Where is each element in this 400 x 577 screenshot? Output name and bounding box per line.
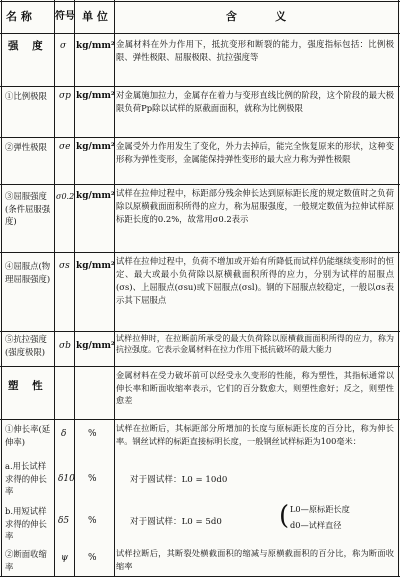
row-symbol: σp (59, 91, 71, 101)
row-divider (0, 184, 400, 185)
row-divider (0, 86, 400, 87)
row-name: a.用长试样求得的伸长率 (5, 461, 47, 496)
row-name: ③屈服强度(条件屈服强度) (5, 191, 51, 226)
header-divider (0, 33, 400, 34)
formula-long: 对于圆试样：L0 = 10d0 (130, 475, 228, 485)
row-unit: % (88, 474, 97, 484)
row-meaning: 试样拉断后，其断裂处横截面积的缩减与原横截面积的百分比，称为断面收缩率 (116, 548, 394, 571)
legend-diameter: d0—试样直径 (290, 520, 342, 530)
row-name: ②弹性极限 (5, 142, 47, 152)
row-divider (0, 137, 400, 138)
row-unit: kg/mm² (76, 261, 115, 271)
row-meaning: 金属受外力作用发生了变化，外力去掉后，能完全恢复原来的形状，这种变形称为弹性变形，金属能保持弹性变形的最大应力称为弹性极限 (116, 141, 394, 164)
row-meaning: 试样在拉断后，其标距部分所增加的长度与原标距长度的百分比，称为伸长率。钢丝试样的标距直接标明长度，一般钢丝试样标距为100毫米： (116, 423, 394, 446)
row-symbol: ψ (61, 553, 69, 563)
row-symbol: δ5 (58, 516, 70, 526)
row-meaning: 金属材料在受力破坏前可以经受永久变形的性能，称为塑性，其指标通常以伸长率和断面收缩率表示，它们的百分数愈大，则塑性愈好；反之，则塑性愈差 (116, 370, 394, 405)
row-unit: kg/mm² (76, 41, 115, 51)
row-symbol: σe (59, 142, 71, 152)
header-symbol: 符号 (55, 11, 75, 22)
row-divider (0, 366, 400, 367)
row-unit: % (88, 429, 97, 439)
row-name: 塑 性 (8, 380, 48, 392)
header-unit: 单 位 (82, 10, 108, 23)
row-symbol: δ (61, 429, 67, 439)
row-name: ⑤抗拉强度(强度极限) (5, 334, 47, 357)
row-unit: kg/mm² (76, 341, 115, 351)
row-unit: % (88, 553, 97, 563)
row-divider (0, 331, 400, 332)
row-meaning: 对金属施加拉力，金属存在着力与变形直线比例的阶段，这个阶段的最大极限负荷Pp除以试样的原截面面积，就称为比例极限 (116, 90, 394, 113)
header-name: 名 称 (6, 10, 32, 23)
row-unit: kg/mm² (76, 191, 115, 201)
row-meaning: 金属材料在外力作用下，抵抗变形和断裂的能力，强度指标包括：比例极限、弹性极限、屈服极限、抗拉强度等 (116, 39, 394, 62)
row-meaning: 试样在拉伸过程中，负荷不增加或开始有所降低而试样仍能继续变形时的恒定、最大或最小负荷除以原横截面积所得的应力，分别为试样的屈服点(σs)、上屈服点(σsu)或下屈服点(σsl)。钢的下屈服点较稳定，一般以σs表示其下屈服点 (116, 256, 394, 305)
row-unit: kg/mm² (76, 142, 115, 152)
brace-symbol: ( (279, 501, 290, 531)
row-name: ①伸长率(延伸率) (5, 424, 51, 447)
row-symbol: σs (59, 261, 70, 271)
row-unit: kg/mm² (76, 91, 115, 101)
row-name: b.用短试样求得的伸长率 (5, 506, 47, 541)
row-meaning: 试样拉伸时，在拉断前所承受的最大负荷除以原横截面面积所得的应力，称为抗拉强度。它表示金属材料在拉力作用下抵抗破坏的最大能力 (116, 334, 394, 354)
table-border-top (0, 1, 400, 2)
row-unit: % (88, 516, 97, 526)
row-divider (0, 252, 400, 253)
header-meaning: 含 义 (225, 10, 287, 23)
row-name: ①比例极限 (5, 91, 47, 101)
legend-gauge-length: L0—原标距长度 (290, 504, 350, 514)
formula-short: 对于圆试样：L0 = 5d0 (130, 517, 222, 527)
row-symbol: σ0.2 (56, 192, 75, 201)
row-name: ②断面收缩率 (5, 549, 47, 572)
row-name: 强 度 (8, 40, 48, 52)
row-symbol: δ10 (58, 474, 75, 484)
row-symbol: σb (59, 341, 71, 351)
row-divider (0, 419, 400, 420)
row-meaning: 试样在拉伸过程中，标距部分残余伸长达到原标距长度的规定数值时之负荷除以原横截面面积所得的应力，称为屈服强度，一般规定数值为拉伸试样原标距长度的0.2%，故常用σ0.2表示 (116, 188, 394, 224)
row-symbol: σ (60, 41, 67, 51)
row-name: ④屈服点(物理屈服强度) (5, 261, 51, 284)
